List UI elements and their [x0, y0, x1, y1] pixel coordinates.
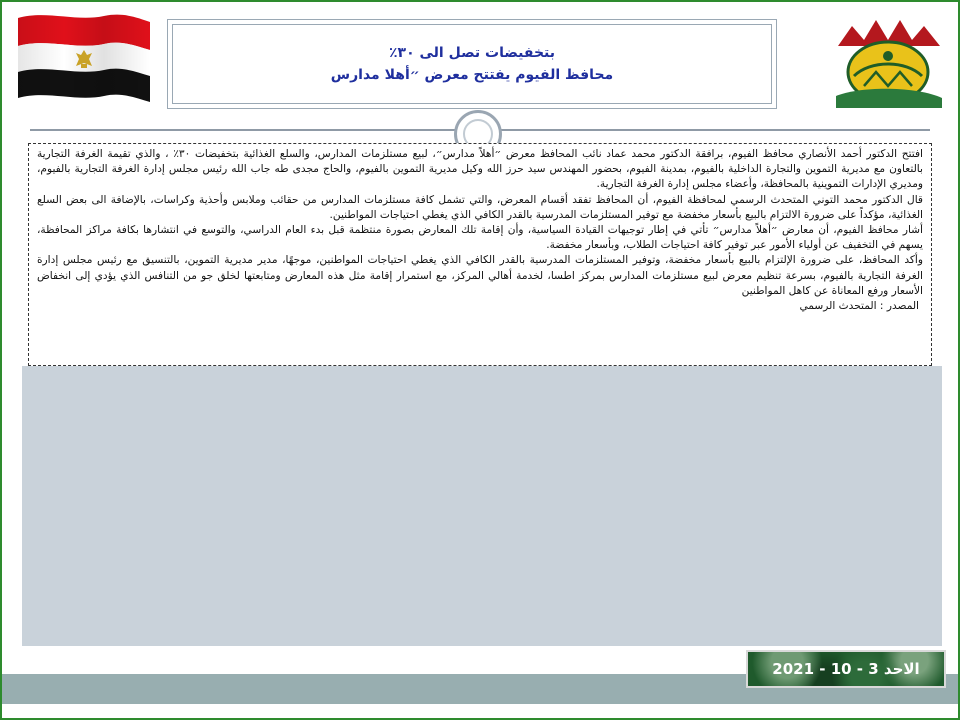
article-paragraph-3: أشار محافظ الفيوم، أن معارض ״أهلاً مدارس״ تأتي في إطار توجيهات القيادة السياسية، وأن إقامة تلك المعارض بصورة منتظمة قبل بدء العام الدراسي، والتوسع في انتشارها بكافة مراكز المحافظة، يسهم في التخفيف عن أولياء الأمور عبر توفير كافة احتياجات الطلاب، وبأسعار مخفضة.: [37, 224, 923, 252]
title-line-1: بتخفيضات تصل الى ٣٠٪: [389, 45, 556, 61]
date-text: الاحد 3 - 10 - 2021: [772, 660, 920, 678]
article-paragraph-2: قال الدكتور محمد التوني المتحدث الرسمي لمحافظة الفيوم، أن المحافظ تفقد أقسام المعرض، والتي تشمل كافة مستلزمات المدارس من حقائب وملابس وأحذية وكراسات، بالإضافة الى بعض السلع الغذائية، مؤكداً على ضرورة الالتزام بالبيع بأسعار مخفضة مع توفير المستلزمات المدرسية بالقدر الكافي الذي يغطي احتياجات المواطنين.: [37, 193, 923, 221]
title-line-2: محافظ الفيوم يفتتح معرض ״أهلا مدارس: [330, 67, 614, 83]
egypt-flag-icon: [16, 10, 152, 108]
fayoum-governorate-logo: [830, 16, 948, 112]
title-box: [172, 24, 772, 104]
article-paragraph-4: وأكد المحافظ، على ضرورة الإلتزام بالبيع بأسعار مخفضة، وتوفير المستلزمات المدرسية بالقدر الكافي الذي يغطي احتياجات المواطنين، موجهًا، مدير مديرية التموين، بالتنسيق مع رئيس مجلس إدارة الغرفة التجارية بالفيوم، بسرعة تنظيم معرض لبيع مستلزمات المدارس بمركز اطسا، لخدمة أهالي المركز، مع استمرار إقامة مثل هذه المعارض ومتابعتها لخلق جو من التنافس الذي يؤدي إلى انخفاض الأسعار ورفع المعاناة عن كاهل المواطنين: [37, 254, 923, 297]
article-paragraph-1: افتتح الدكتور أحمد الأنصاري محافظ الفيوم، برافقة الدكتور محمد عماد نائب المحافظ معرض ״أهلاً مدارس״، لبيع مستلزمات المدارس، والسلع الغذائية بتخفيضات ٣٠٪ ، والذي تقيمة الغرفة التجارية بالتعاون مع مديرية التموين والتجارة الداخلية بالفيوم، بمدينة الفيوم، بحضور المهندس سيد حرز الله وكيل مديرية التموين بالفيوم، والحاج مجدى طه جاب الله رئيس مجلس إدارة الغرفة التجارية بالفيوم، ومديري الإدارات التموينية بالمحافظة، وأعضاء مجلس إدارة الغرفة التجارية.: [37, 148, 923, 191]
article-source: المصدر : المتحدث الرسمي: [799, 300, 919, 313]
content-background-panel: [22, 366, 942, 646]
date-badge: [746, 650, 946, 688]
article-text-box: [28, 143, 932, 366]
